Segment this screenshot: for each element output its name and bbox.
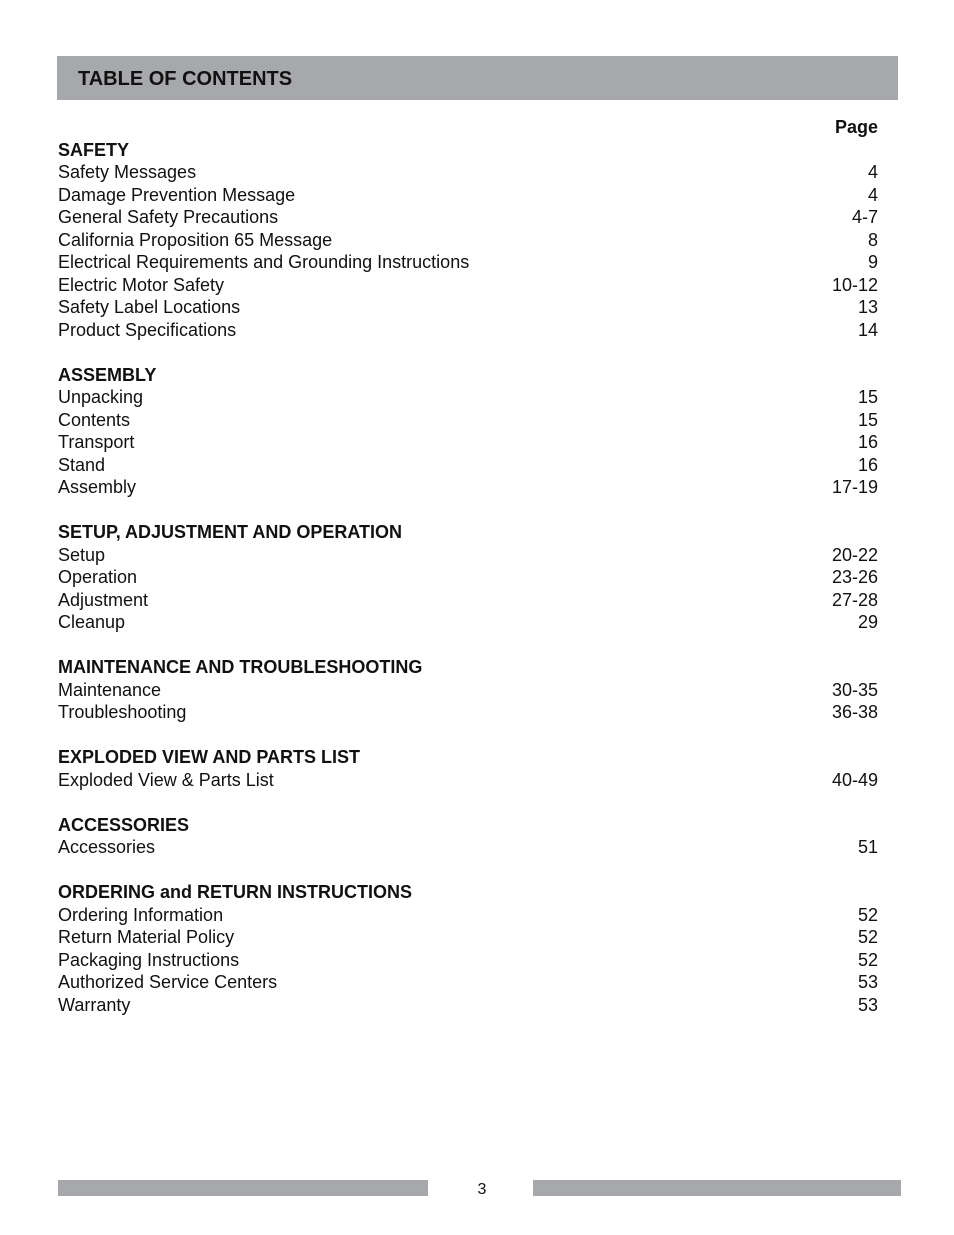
toc-entry	[58, 431, 878, 454]
entry-label: Adjustment	[58, 589, 149, 610]
entry-page: 36-38	[831, 702, 878, 722]
entry-label: Troubleshooting	[58, 702, 187, 722]
entry-label: Product Specifications	[58, 319, 237, 340]
toc-entry	[58, 589, 878, 612]
toc-section	[58, 814, 878, 859]
entry-page: 52	[857, 949, 878, 970]
entry-page: 15	[857, 387, 878, 407]
entry-label: Safety Label Locations	[58, 297, 241, 317]
toc-entry	[58, 476, 878, 499]
toc-entry	[58, 229, 878, 252]
toc-section	[58, 881, 878, 1016]
toc-entry	[58, 769, 878, 792]
footer-bar-left	[58, 1180, 428, 1196]
entry-label: Stand	[58, 454, 106, 475]
entry-page: 15	[857, 409, 878, 430]
entry-page: 40-49	[831, 769, 878, 790]
entry-page: 52	[857, 927, 878, 947]
toc-entry	[58, 161, 878, 184]
entry-label: Operation	[58, 567, 138, 587]
toc-entry	[58, 566, 878, 589]
entry-page: 23-26	[831, 567, 878, 587]
entry-label: Return Material Policy	[58, 927, 235, 947]
entry-label: General Safety Precautions	[58, 207, 279, 227]
table-of-contents	[58, 116, 878, 1039]
entry-page: 4	[867, 184, 878, 205]
toc-section	[58, 746, 878, 791]
toc-entry	[58, 904, 878, 927]
toc-entry	[58, 949, 878, 972]
toc-entry	[58, 679, 878, 702]
entry-page: 16	[857, 454, 878, 475]
section-title: SETUP, ADJUSTMENT AND OPERATION	[58, 522, 403, 542]
entry-page: 20-22	[831, 544, 878, 565]
entry-label: Electrical Requirements and Grounding Instructions	[58, 252, 470, 272]
toc-section	[58, 139, 878, 342]
entry-page: 53	[857, 994, 878, 1015]
entry-label: Accessories	[58, 837, 156, 857]
toc-section	[58, 364, 878, 499]
toc-entry	[58, 544, 878, 567]
entry-label: Unpacking	[58, 387, 144, 407]
section-title: MAINTENANCE AND TROUBLESHOOTING	[58, 657, 423, 677]
toc-entry	[58, 836, 878, 859]
entry-label: Setup	[58, 544, 106, 565]
entry-label: Damage Prevention Message	[58, 184, 296, 205]
entry-label: Safety Messages	[58, 162, 197, 182]
entry-label: California Proposition 65 Message	[58, 229, 333, 250]
toc-entry	[58, 296, 878, 319]
entry-label: Transport	[58, 432, 135, 452]
entry-label: Ordering Information	[58, 904, 224, 925]
entry-page: 53	[857, 972, 878, 992]
entry-label: Electric Motor Safety	[58, 274, 225, 295]
toc-entry	[58, 206, 878, 229]
page-column-label: Page	[834, 117, 878, 137]
section-title: ACCESSORIES	[58, 814, 190, 835]
toc-entry	[58, 926, 878, 949]
toc-entry	[58, 251, 878, 274]
toc-entry	[58, 454, 878, 477]
page-title: TABLE OF CONTENTS	[78, 68, 293, 90]
section-title: ORDERING and RETURN INSTRUCTIONS	[58, 882, 413, 902]
entry-label: Exploded View & Parts List	[58, 769, 274, 790]
entry-label: Cleanup	[58, 612, 126, 632]
toc-sections	[58, 139, 878, 1017]
section-title: ASSEMBLY	[58, 364, 157, 385]
toc-entry	[58, 701, 878, 724]
toc-entry	[58, 184, 878, 207]
entry-page: 8	[867, 229, 878, 250]
toc-entry	[58, 409, 878, 432]
toc-entry	[58, 994, 878, 1017]
entry-label: Maintenance	[58, 679, 162, 700]
entry-page: 27-28	[831, 589, 878, 610]
entry-label: Packaging Instructions	[58, 949, 240, 970]
entry-page: 13	[857, 297, 878, 317]
entry-page: 9	[867, 252, 878, 272]
footer-bar-right	[533, 1180, 901, 1196]
entry-page: 52	[857, 904, 878, 925]
entry-page: 14	[857, 319, 878, 340]
entry-page: 30-35	[831, 679, 878, 700]
page-number: 3	[477, 1181, 487, 1198]
toc-section	[58, 521, 878, 634]
toc-entry	[58, 319, 878, 342]
toc-entry	[58, 611, 878, 634]
entry-page: 4-7	[851, 207, 878, 227]
entry-page: 16	[857, 432, 878, 452]
toc-entry	[58, 971, 878, 994]
toc-entry	[58, 274, 878, 297]
entry-page: 4	[867, 162, 878, 182]
section-title: EXPLODED VIEW AND PARTS LIST	[58, 747, 361, 767]
entry-label: Authorized Service Centers	[58, 972, 278, 992]
toc-section	[58, 656, 878, 724]
entry-page: 51	[857, 837, 878, 857]
entry-page: 29	[857, 612, 878, 632]
entry-label: Assembly	[58, 477, 137, 497]
entry-label: Contents	[58, 409, 131, 430]
entry-page: 10-12	[831, 274, 878, 295]
header-bar	[57, 56, 898, 100]
toc-entry	[58, 386, 878, 409]
section-title: SAFETY	[58, 139, 130, 160]
entry-page: 17-19	[831, 477, 878, 497]
entry-label: Warranty	[58, 994, 131, 1015]
